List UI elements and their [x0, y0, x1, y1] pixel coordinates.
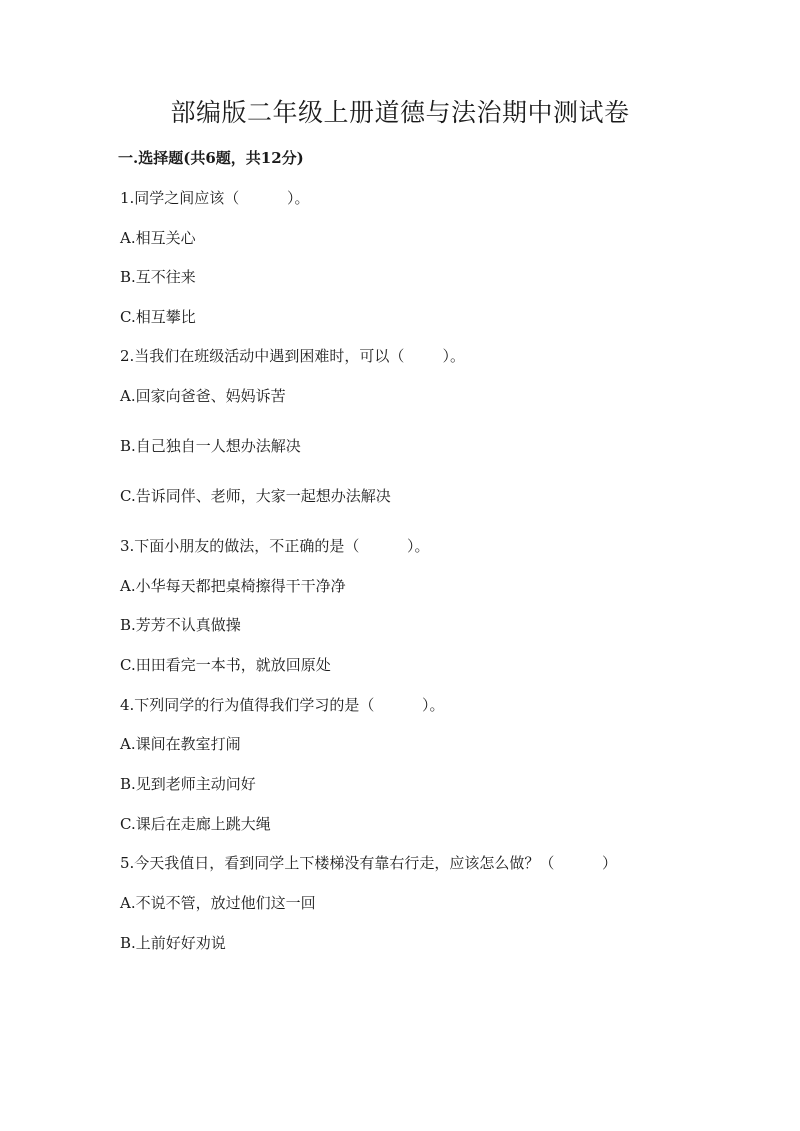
question-3-stem: 3.下面小朋友的做法，不正确的是（ ）。 — [120, 537, 430, 555]
question-2-option-c: C.告诉同伴、老师，大家一起想办法解决 — [120, 487, 391, 505]
question-1-option-b: B.互不往来 — [120, 268, 196, 286]
question-2-option-a: A.回家向爸爸、妈妈诉苦 — [120, 387, 286, 405]
question-5-stem: 5.今天我值日，看到同学上下楼梯没有靠右行走，应该怎么做？（ ） — [120, 854, 617, 872]
question-3-option-a: A.小华每天都把桌椅擦得干干净净 — [120, 577, 346, 595]
question-4-option-b: B.见到老师主动问好 — [120, 775, 256, 793]
question-5-option-a: A.不说不管，放过他们这一回 — [120, 894, 316, 912]
question-1-stem: 1.同学之间应该（ ）。 — [120, 189, 310, 207]
question-3-option-b: B.芳芳不认真做操 — [120, 616, 241, 634]
question-4-option-a: A.课间在教室打闹 — [120, 735, 241, 753]
question-3-option-c: C.田田看完一本书，就放回原处 — [120, 656, 331, 674]
question-5-option-b: B.上前好好劝说 — [120, 934, 226, 952]
question-1-option-c: C.相互攀比 — [120, 308, 196, 326]
question-4-option-c: C.课后在走廊上跳大绳 — [120, 815, 271, 833]
section-heading: 一.选择题(共6题，共12分) — [118, 149, 304, 167]
question-2-option-b: B.自己独自一人想办法解决 — [120, 437, 301, 455]
question-1-option-a: A.相互关心 — [120, 229, 196, 247]
page-title: 部编版二年级上册道德与法治期中测试卷 — [170, 98, 630, 127]
question-2-stem: 2.当我们在班级活动中遇到困难时，可以（ ）。 — [120, 347, 465, 365]
question-4-stem: 4.下列同学的行为值得我们学习的是（ ）。 — [120, 696, 445, 714]
